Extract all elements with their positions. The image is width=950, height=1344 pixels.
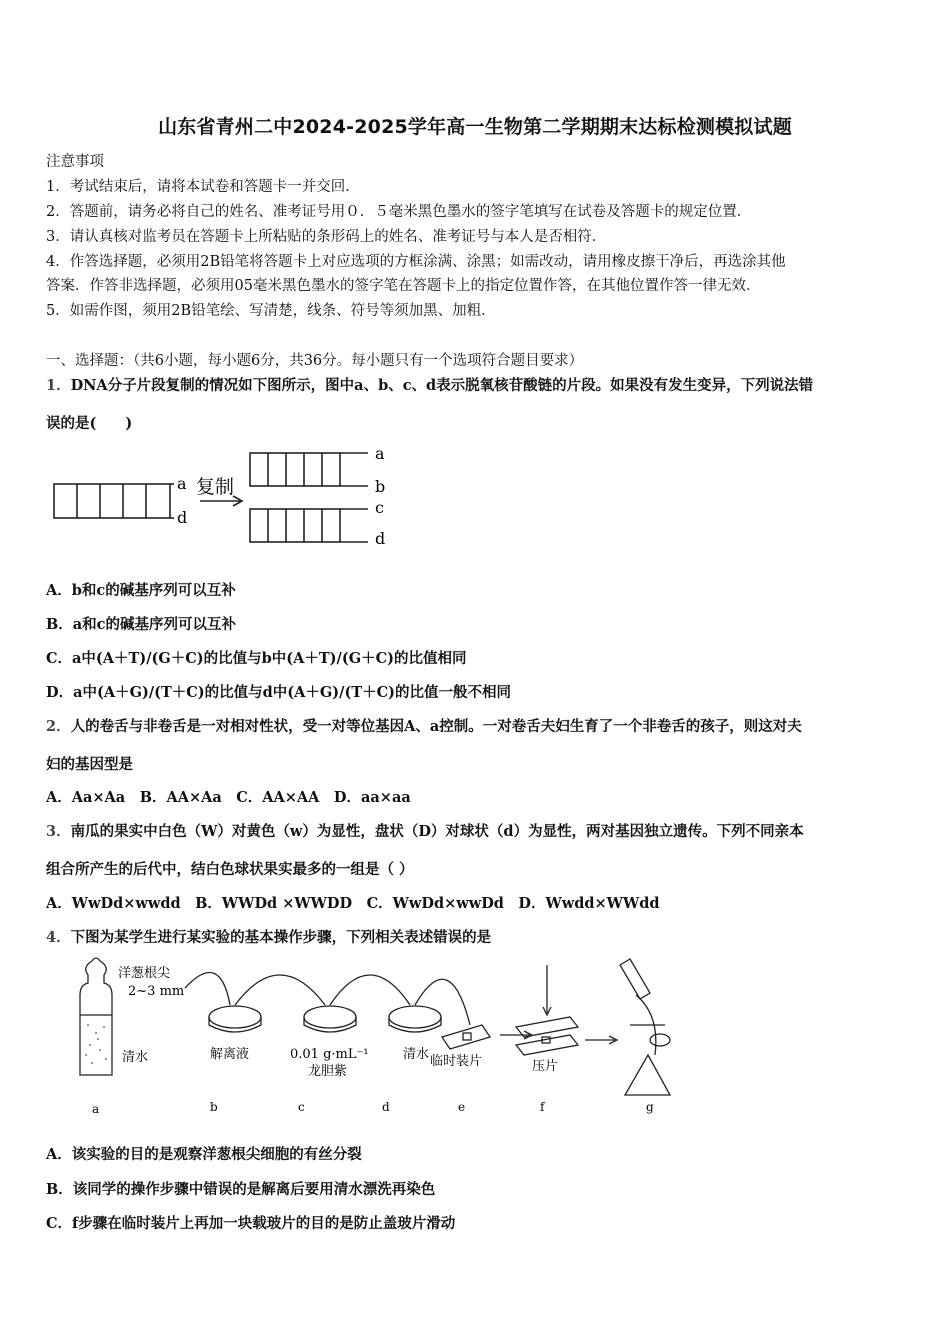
experiment-steps-figure bbox=[70, 955, 690, 1120]
press-label: 压片 bbox=[532, 1059, 559, 1074]
q4-option-c: C．f步骤在临时装片上再加一块载玻片的目的是防止盖玻片滑动 bbox=[46, 1215, 456, 1232]
notice-item-5: 5．如需作图，须用2B铅笔绘、写清楚，线条、符号等须加黑、加粗． bbox=[46, 303, 496, 319]
label-d-left: d bbox=[177, 508, 188, 527]
question-3-line2: 组合所产生的后代中，结白色球状果实最多的一组是（ ） bbox=[46, 861, 414, 878]
rinse-label: 清水 bbox=[403, 1047, 430, 1062]
replication-label: 复制 bbox=[196, 476, 235, 498]
label-b-right: b bbox=[375, 477, 386, 496]
step-e: e bbox=[458, 1100, 466, 1114]
step-c: c bbox=[298, 1100, 305, 1114]
question-2-line1: 2．人的卷舌与非卷舌是一对相对性状，受一对等位基因A、a控制。一对卷舌夫妇生育了一个非卷舌的孩子，则这对夫 bbox=[46, 718, 802, 735]
label-a-left: a bbox=[177, 474, 187, 493]
water-label: 清水 bbox=[122, 1050, 149, 1065]
question-1-line1: 1．DNA分子片段复制的情况如下图所示，图中a、b、c、d表示脱氧核苷酸链的片段。如果没有发生变异，下列说法错 bbox=[46, 377, 814, 394]
q1-option-b: B．a和c的碱基序列可以互补 bbox=[46, 616, 236, 633]
question-number: 1． bbox=[46, 377, 71, 394]
root-label: 洋葱根尖 bbox=[118, 966, 171, 981]
stain-conc: 0.01 g·mL⁻¹ bbox=[290, 1047, 369, 1062]
step-d: d bbox=[382, 1100, 390, 1114]
section-heading: 一、选择题：（共6小题，每小题6分，共36分。每小题只有一个选项符合题目要求） bbox=[46, 353, 584, 369]
q4-option-a: A．该实验的目的是观察洋葱根尖细胞的有丝分裂 bbox=[46, 1146, 362, 1163]
q1-option-a: A．b和c的碱基序列可以互补 bbox=[46, 582, 236, 599]
step-f: f bbox=[540, 1100, 545, 1114]
step-g: g bbox=[646, 1100, 654, 1114]
dissociation-label: 解离液 bbox=[210, 1047, 250, 1062]
q1-option-d: D．a中(A＋G)/(T＋C)的比值与d中(A＋G)/(T＋C)的比值一般不相同 bbox=[46, 684, 512, 701]
root-size: 2~3 mm bbox=[128, 984, 185, 999]
stain-name: 龙胆紫 bbox=[308, 1064, 348, 1079]
page-title: 山东省青州二中2024-2025学年高一生物第二学期期末达标检测模拟试题 bbox=[158, 116, 792, 138]
q1-option-c: C．a中(A＋T)/(G＋C)的比值与b中(A＋T)/(G＋C)的比值相同 bbox=[46, 650, 467, 667]
question-number: 4． bbox=[46, 929, 71, 946]
question-number: 3． bbox=[46, 823, 71, 840]
question-4-line1: 4．下图为某学生进行某实验的基本操作步骤，下列相关表述错误的是 bbox=[46, 929, 492, 946]
dna-replication-figure bbox=[50, 443, 400, 553]
notice-item-1: 1．考试结束后，请将本试卷和答题卡一并交回． bbox=[46, 179, 360, 195]
step-b: b bbox=[210, 1100, 218, 1114]
question-2-line2: 妇的基因型是 bbox=[46, 756, 133, 773]
q3-options: A．WwDd×wwdd B．WWDd ×WWDD C．WwDd×wwDd D．Wwdd×WWdd bbox=[46, 895, 660, 912]
question-1-line2: 误的是( ) bbox=[46, 415, 133, 432]
label-a-right: a bbox=[375, 444, 385, 463]
label-c-right: c bbox=[375, 498, 384, 517]
q2-options: A．Aa×Aa B．AA×Aa C．AA×AA D．aa×aa bbox=[46, 789, 411, 806]
notice-item-3: 3．请认真核对监考员在答题卡上所粘贴的条形码上的姓名、准考证号与本人是否相符． bbox=[46, 229, 607, 245]
label-d-right: d bbox=[375, 529, 386, 548]
notice-item-4: 4．作答选择题，必须用2B铅笔将答题卡上对应选项的方框涂满、涂黑；如需改动，请用橡皮擦干净后，再选涂其他 bbox=[46, 254, 786, 270]
slide-label: 临时装片 bbox=[430, 1054, 483, 1069]
notice-item-4-cont: 答案．作答非选择题，必须用05毫米黑色墨水的签字笔在答题卡上的指定位置作答，在其他位置作答一律无效． bbox=[46, 278, 761, 294]
q4-option-b: B．该同学的操作步骤中错误的是解离后要用清水漂洗再染色 bbox=[46, 1181, 436, 1198]
question-3-line1: 3．南瓜的果实中白色（W）对黄色（w）为显性，盘状（D）对球状（d）为显性，两对基因独立遗传。下列不同亲本 bbox=[46, 823, 804, 840]
step-a: a bbox=[92, 1102, 100, 1116]
notice-item-2: 2．答题前，请务必将自己的姓名、准考证号用０．５毫米黑色墨水的签字笔填写在试卷及答题卡的规定位置． bbox=[46, 204, 752, 220]
notice-heading: 注意事项 bbox=[46, 154, 104, 170]
question-number: 2． bbox=[46, 718, 71, 735]
